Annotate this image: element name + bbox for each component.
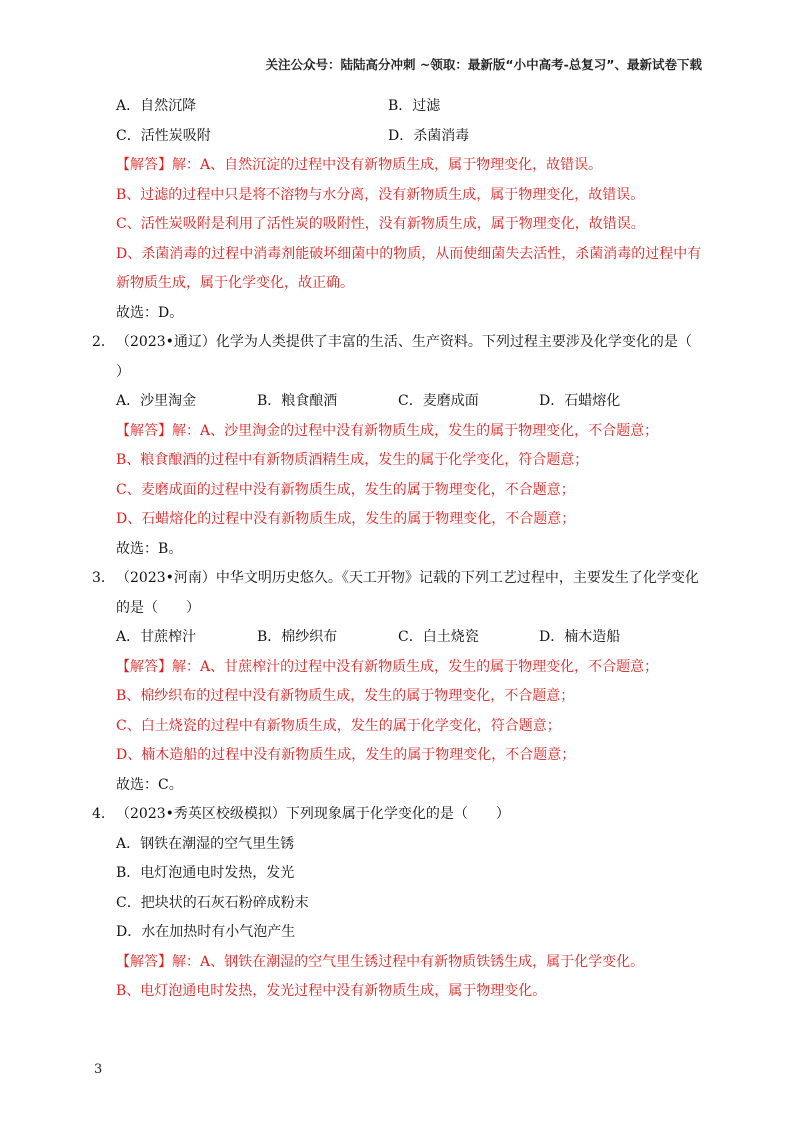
q2-stem bbox=[92, 328, 712, 358]
q2-choice: 故选：B。 bbox=[116, 540, 183, 557]
q2-option-b: B．粮食酿酒 bbox=[257, 393, 338, 409]
q3-option-d: D．楠木造船 bbox=[539, 629, 621, 645]
q2-option-d: D．石蜡熔化 bbox=[539, 393, 621, 409]
q3-answer-line: B、棉纱织布的过程中没有新物质生成，发生的属于物理变化，不合题意； bbox=[116, 688, 575, 704]
q3-option-a: A．甘蔗榨汁 bbox=[116, 629, 197, 645]
q1-answer-line: D、杀菌消毒的过程中消毒剂能破坏细菌中的物质，从而使细菌失去活性，杀菌消毒的过程中有 bbox=[116, 245, 702, 262]
q2-answer-line: C、麦磨成面的过程中没有新物质生成，发生的属于物理变化，不合题意； bbox=[116, 481, 575, 498]
q3-stem-cont: 的是（ ） bbox=[116, 599, 200, 616]
q3-number: 3． bbox=[92, 570, 115, 586]
q4-number: 4． bbox=[92, 806, 115, 822]
q2-option-a: A．沙里淘金 bbox=[116, 393, 197, 409]
q4-option-d: D．水在加热时有小气泡产生 bbox=[116, 924, 296, 940]
q3-stem-text: （2023•河南）中华文明历史悠久。《天工开物》记载的下列工艺过程中，主要发生了化学变化 bbox=[116, 570, 699, 586]
q4-answer-line: B、电灯泡通电时发热，发光过程中没有新物质生成，属于物理变化。 bbox=[116, 983, 547, 999]
q3-option-c: C．白土烧瓷 bbox=[398, 629, 479, 645]
q1-answer-line: 新物质生成，属于化学变化，故正确。 bbox=[116, 275, 354, 291]
q4-option-c: C．把块状的石灰石粉碎成粉末 bbox=[116, 894, 309, 911]
document-body bbox=[92, 92, 712, 1007]
q3-stem bbox=[92, 564, 712, 594]
q2-options bbox=[92, 387, 712, 417]
q4-stem-text: （2023•秀英区校级模拟）下列现象属于化学变化的是（ ） bbox=[116, 806, 510, 822]
q1-answer-line: B、过滤的过程中只是将不溶物与水分离，没有新物质生成，属于物理变化，故错误。 bbox=[116, 186, 645, 203]
q4-answer-line: 【解答】解：A、钢铁在潮湿的空气里生锈过程中有新物质铁锈生成，属于化学变化。 bbox=[116, 953, 645, 970]
q3-options bbox=[92, 623, 712, 653]
q3-answer-line: D、楠木造船的过程中没有新物质生成，发生的属于物理变化，不合题意； bbox=[116, 747, 576, 763]
page-header: 关注公众号：陆陆高分冲刺 ~领取：最新版“小中高考-总复习”、最新试卷下载 bbox=[265, 57, 702, 72]
q4-option-a: A．钢铁在潮湿的空气里生锈 bbox=[116, 835, 295, 852]
q2-stem-text: （2023•通辽）化学为人类提供了丰富的生活、生产资料。下列过程主要涉及化学变化的是（ bbox=[116, 334, 692, 350]
q4-stem bbox=[92, 800, 712, 830]
q3-answer-line: 【解答】解：A、甘蔗榨汁的过程中没有新物质生成，发生的属于物理变化，不合题意； bbox=[116, 658, 659, 675]
q3-choice: 故选：C。 bbox=[116, 776, 183, 793]
q1-option-a: A．自然沉降 bbox=[116, 98, 197, 114]
q1-option-c: C．活性炭吸附 bbox=[116, 127, 211, 144]
q1-options-row2 bbox=[92, 122, 712, 152]
q3-option-b: B．棉纱织布 bbox=[257, 629, 338, 645]
q2-answer-line: B、粮食酿酒的过程中有新物质酒精生成，发生的属于化学变化，符合题意； bbox=[116, 452, 589, 468]
q1-options-row1 bbox=[92, 92, 712, 122]
q1-option-d: D．杀菌消毒 bbox=[388, 127, 470, 144]
q2-answer-line: D、石蜡熔化的过程中没有新物质生成，发生的属于物理变化，不合题意； bbox=[116, 511, 576, 527]
q1-answer-line: C、活性炭吸附是利用了活性炭的吸附性，没有新物质生成，属于物理变化，故错误。 bbox=[116, 216, 645, 232]
q1-choice: 故选：D。 bbox=[116, 304, 184, 321]
q4-option-b: B．电灯泡通电时发热，发光 bbox=[116, 865, 295, 881]
q3-answer-line: C、白土烧瓷的过程中有新物质生成，发生的属于化学变化，符合题意； bbox=[116, 717, 561, 734]
q1-answer-line: 【解答】解：A、自然沉淀的过程中没有新物质生成，属于物理变化，故错误。 bbox=[116, 157, 603, 173]
q2-stem-cont: ） bbox=[116, 363, 130, 380]
q2-option-c: C．麦磨成面 bbox=[398, 393, 479, 409]
q2-answer-line: 【解答】解：A、沙里淘金的过程中没有新物质生成，发生的属于物理变化，不合题意； bbox=[116, 422, 659, 439]
page-number: 3 bbox=[94, 1062, 103, 1077]
q2-number: 2． bbox=[92, 334, 115, 350]
q1-option-b: B．过滤 bbox=[388, 98, 441, 114]
